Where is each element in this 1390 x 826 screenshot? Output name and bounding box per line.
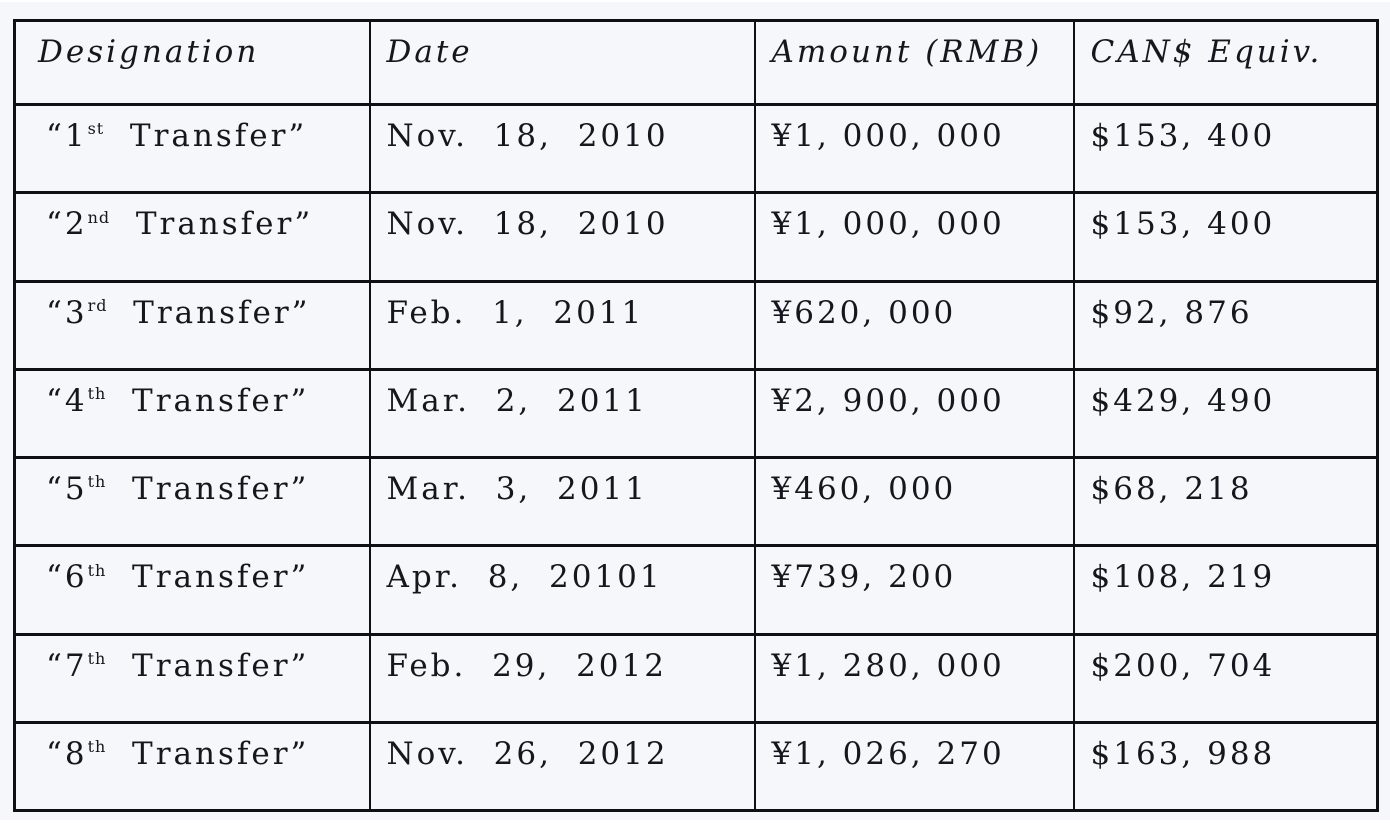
cell-cad-equiv: $108, 219	[1074, 546, 1378, 634]
cell-date: Apr. 8, 20101	[370, 546, 755, 634]
ordinal-suffix: th	[87, 472, 107, 492]
ordinal-suffix: th	[87, 737, 107, 757]
cell-amount-rmb: ¥1, 026, 270	[755, 722, 1074, 810]
ordinal-suffix: nd	[87, 207, 111, 227]
cell-designation	[15, 722, 370, 810]
document-page	[0, 2, 1390, 820]
cell-amount-rmb: ¥1, 280, 000	[755, 634, 1074, 722]
header-row	[15, 21, 1378, 105]
cell-designation	[15, 634, 370, 722]
designation-label: Transfer”	[106, 471, 310, 507]
cell-amount-rmb: ¥620, 000	[755, 281, 1074, 369]
designation-label: Transfer”	[106, 647, 310, 684]
designation-number: “1	[46, 118, 88, 154]
designation-number: “6	[46, 559, 88, 596]
designation-label: Transfer”	[106, 559, 310, 596]
designation-number: “7	[46, 647, 88, 684]
designation-label: Transfer”	[110, 206, 314, 243]
designation-number: “2	[46, 206, 88, 243]
designation-number: “8	[46, 735, 88, 772]
cell-cad-equiv: $429, 490	[1074, 369, 1378, 457]
cell-cad-equiv: $200, 704	[1074, 634, 1378, 722]
ordinal-suffix: rd	[87, 295, 108, 315]
designation-label: Transfer”	[104, 118, 308, 154]
table-header	[15, 21, 1378, 105]
cell-amount-rmb: ¥1, 000, 000	[755, 193, 1074, 281]
ordinal-suffix: th	[87, 648, 107, 668]
cell-amount-rmb: ¥2, 900, 000	[755, 369, 1074, 457]
cell-date: Mar. 2, 2011	[370, 369, 755, 457]
cell-cad-equiv: $153, 400	[1074, 105, 1378, 193]
cell-date: Feb. 29, 2012	[370, 634, 755, 722]
table-body	[15, 105, 1378, 811]
col-header-amount-rmb: Amount (RMB)	[755, 21, 1074, 105]
col-header-date: Date	[370, 21, 755, 105]
designation-label: Transfer”	[107, 294, 311, 331]
designation-label: Transfer”	[106, 735, 310, 772]
cell-amount-rmb: ¥739, 200	[755, 546, 1074, 634]
cell-cad-equiv: $163, 988	[1074, 722, 1378, 810]
cell-amount-rmb: ¥460, 000	[755, 458, 1074, 546]
cell-amount-rmb: ¥1, 000, 000	[755, 105, 1074, 193]
table-row	[15, 105, 1378, 193]
designation-number: “5	[46, 471, 88, 507]
table-row	[15, 722, 1378, 810]
table-row	[15, 281, 1378, 369]
table-row	[15, 369, 1378, 457]
table-row	[15, 458, 1378, 546]
cell-date: Mar. 3, 2011	[370, 458, 755, 546]
transfers-table	[13, 19, 1379, 812]
ordinal-suffix: th	[87, 560, 107, 580]
cell-designation	[15, 281, 370, 369]
table-row	[15, 193, 1378, 281]
cell-date: Nov. 26, 2012	[370, 722, 755, 810]
cell-designation	[15, 369, 370, 457]
ordinal-suffix: st	[87, 119, 105, 139]
cell-date: Feb. 1, 2011	[370, 281, 755, 369]
cell-cad-equiv: $153, 400	[1074, 193, 1378, 281]
cell-cad-equiv: $92, 876	[1074, 281, 1378, 369]
cell-designation	[15, 546, 370, 634]
cell-date: Nov. 18, 2010	[370, 193, 755, 281]
table-row	[15, 634, 1378, 722]
table-row	[15, 546, 1378, 634]
cell-designation	[15, 458, 370, 546]
cell-date: Nov. 18, 2010	[370, 105, 755, 193]
designation-number: “4	[46, 382, 88, 419]
designation-number: “3	[46, 294, 88, 331]
col-header-designation: Designation	[15, 21, 370, 105]
cell-cad-equiv: $68, 218	[1074, 458, 1378, 546]
col-header-cad-equiv: CAN$ Equiv.	[1074, 21, 1378, 105]
ordinal-suffix: th	[87, 384, 107, 404]
designation-label: Transfer”	[106, 382, 310, 419]
cell-designation	[15, 193, 370, 281]
cell-designation	[15, 105, 370, 193]
